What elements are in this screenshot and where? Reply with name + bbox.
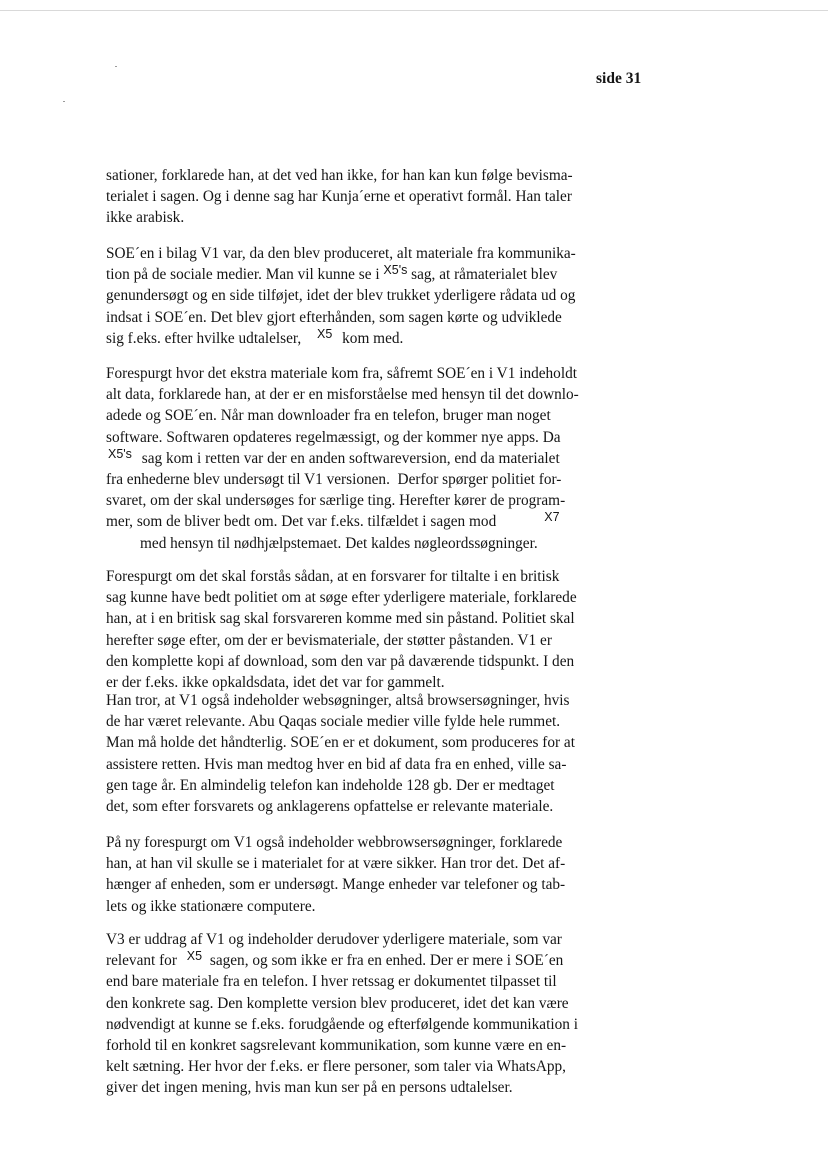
text-line: Han tror, at V1 også indeholder websøgninger, altså browsersøgninger, hvis: [106, 692, 570, 709]
text-line: han, at han vil skulle se i materialet for at være sikker. Han tror det. Det af-: [106, 855, 566, 873]
text-line: SOE´en i bilag V1 var, da den blev produceret, alt materiale fra kommunika-: [106, 245, 576, 262]
text-line: På ny forespurgt om V1 også indeholder webbrowsersøgninger, forklarede: [106, 834, 563, 851]
text-line: er der f.eks. ikke opkaldsdata, idet det var for gammelt.: [106, 673, 445, 691]
paragraph-3: [106, 363, 579, 554]
text-line: V3 er uddrag af V1 og indeholder derudover yderligere materiale, som var: [106, 931, 562, 948]
paragraph-6: [106, 832, 565, 917]
text-line: den komplette kopi af download, som den var på daværende tidspunkt. I den: [106, 652, 575, 670]
text-line: svaret, om der skal undersøges for særlige ting. Herefter kører de program-: [106, 492, 566, 510]
text-line: han, at i en britisk sag skal forsvareren komme med sin påstand. Politiet skal: [106, 610, 575, 628]
redaction-label: X5's: [383, 263, 408, 278]
scan-speck: [115, 66, 117, 67]
text-line: herefter søge efter, om der er bevismateriale, der støtter påstanden. V1 er: [106, 631, 552, 649]
redaction-label: X5: [317, 326, 333, 341]
text-line: gen tage år. En almindelig telefon kan indeholde 128 gb. Der er medtaget: [106, 776, 555, 794]
text-line: sationer, forklarede han, at det ved han ikke, for han kan kun følge bevisma-: [106, 167, 573, 184]
text-line: fra enhederne blev undersøgt til V1 versionen. Derfor spørger politiet for-: [106, 470, 562, 488]
text-line: genundersøgt og en side tilføjet, idet der blev trukket yderligere rådata ud og: [106, 287, 576, 305]
text-line: assistere retten. Hvis man medtog hver en bid af data fra en enhed, ville sa-: [106, 755, 567, 773]
text-line: indsat i SOE´en. Det blev gjort efterhånden, som sagen kørte og udviklede: [106, 308, 562, 326]
text-line: giver det ingen mening, hvis man kun ser på en persons udtalelser.: [106, 1079, 513, 1097]
text-line: med hensyn til nødhjælpstemaet. Det kaldes nøgleordssøgninger.: [140, 534, 538, 552]
text-line: nødvendigt at kunne se f.eks. forudgående og efterfølgende kommunikation i: [106, 1015, 578, 1033]
text-line: terialet i sagen. Og i denne sag har Kunja´erne et operativt formål. Han taler: [106, 188, 572, 206]
text-line: kelt sætning. Her hvor der f.eks. er flere personer, som taler via WhatsApp,: [106, 1058, 566, 1076]
scan-top-edge: [0, 10, 828, 11]
text-line: sag kunne have bedt politiet om at søge efter yderligere materiale, forklarede: [106, 589, 577, 607]
scan-speck: [63, 101, 65, 102]
text-line: Forespurgt om det skal forstås sådan, at en forsvarer for tiltalte i en britisk: [106, 568, 560, 585]
text-line: Forespurgt hvor det ekstra materiale kom fra, såfremt SOE´en i V1 indeholdt: [106, 365, 577, 382]
paragraph-1: [106, 165, 573, 229]
paragraph-5: [106, 690, 575, 817]
paragraph-4: [106, 566, 577, 693]
redaction-label: X7: [544, 510, 560, 525]
text-line: ikke arabisk.: [106, 209, 185, 227]
text-line: det, som efter forsvarets og anklagerens opfattelse er relevante materiale.: [106, 797, 554, 815]
text-line: alt data, forklarede han, at der er en misforståelse med hensyn til det downlo-: [106, 386, 579, 404]
page-number: side 31: [596, 70, 642, 87]
text-line: den konkrete sag. Den komplette version blev produceret, idet det kan være: [106, 994, 569, 1012]
text-line: adede og SOE´en. Når man downloader fra en telefon, bruger man noget: [106, 407, 551, 425]
text-line: relevant for $^{X5}$ sagen, og som ikke er fra en enhed. Der er mere i SOE´en: [106, 949, 564, 970]
paragraph-7: [106, 929, 578, 1099]
text-line: de har været relevante. Abu Qaqas sociale medier ville fylde hele rummet.: [106, 713, 561, 731]
text-line: end bare materiale fra en telefon. I hver retssag er dokumentet tilpasset til: [106, 973, 557, 991]
text-line: Man må holde det håndterlig. SOE´en er et dokument, som produceres for at: [106, 734, 575, 752]
text-line: hænger af enheden, som er undersøgt. Mange enheder var telefoner og tab-: [106, 876, 566, 894]
text-line: lets og ikke stationære computere.: [106, 897, 316, 915]
text-line: $^{X5's}$ sag kom i retten var der en anden softwareversion, end da materialet: [108, 446, 560, 467]
text-line: forhold til en konkret sagsrelevant kommunikation, som kunne være en en-: [106, 1036, 567, 1054]
paragraph-2: [106, 243, 576, 349]
text-line: mer, som de bliver bedt om. Det var f.eks. tilfældet i sagen mod $^{X7}$: [106, 510, 560, 531]
text-line: sig f.eks. efter hvilke udtalelser, $^{X5}$ kom med.: [106, 326, 404, 347]
text-line: tion på de sociale medier. Man vil kunne se i $^{X5's}$ sag, at råmaterialet blev: [106, 263, 558, 284]
text-line: software. Softwaren opdateres regelmæssigt, og der kommer nye apps. Da: [106, 428, 561, 446]
redaction-label: X5: [186, 949, 203, 964]
redaction-label: X5's: [108, 446, 132, 461]
